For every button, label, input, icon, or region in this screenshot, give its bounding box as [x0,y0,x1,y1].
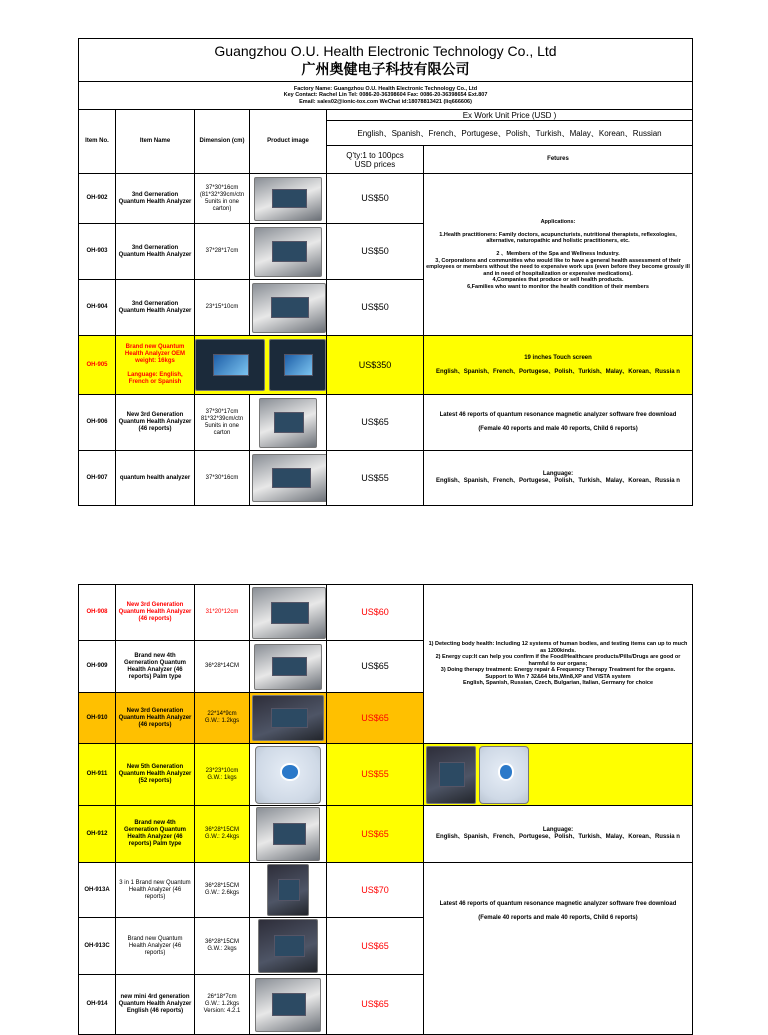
table-row [79,336,693,395]
item-no: OH-906 [79,395,116,451]
item-price: US$50 [327,174,424,224]
item-dimension: 37*30*16cm (81*32*39cm/ctn 5units in one carton) [195,174,250,224]
item-features: Language: English、Spanish、French、Portugese、Polish、Turkish、Malay、Korean、Russia n [424,806,693,863]
table-row [79,863,693,918]
item-price: US$65 [327,395,424,451]
col-item-no: Item No. [79,110,116,174]
item-no: OH-903 [79,224,116,280]
analyzer-pad-image [255,746,321,804]
item-name: 3nd Gerneration Quantum Health Analyzer [116,280,195,336]
item-features: Latest 46 reports of quantum resonance magnetic analyzer software free download (Female 40 reports and male 40 reports, Child 6 reports) [424,863,693,1035]
company-name-en: Guangzhou O.U. Health Electronic Technology Co., Ltd [214,42,557,59]
company-name-cn: 广州奥健电子科技有限公司 [301,60,470,77]
item-no: OH-908 [79,585,116,641]
qty-range: Q'ty:1 to 100pcs [346,150,404,160]
item-name: 3nd Gerneration Quantum Health Analyzer [116,224,195,280]
table-row [79,395,693,451]
item-no: OH-902 [79,174,116,224]
item-dimension: 36*28*15CM G.W.: 2.4kgs [195,806,250,863]
item-price: US$65 [327,918,424,975]
item-dimension: 37*28*17cm [195,224,250,280]
product-image [250,395,327,451]
item-dimension: 31*20*12cm [195,585,250,641]
item-dimension: 37*30*16cm [195,451,250,506]
table-row [79,451,693,506]
item-name: New 3rd Generation Quantum Health Analyzer (46 reports) [116,585,195,641]
product-image [250,693,327,744]
touch-screen-image [195,339,265,391]
product-image [250,451,327,506]
item-name: New 5th Generation Quantum Health Analyzer (52 reports) [116,744,195,806]
item-dimension: 23*23*10cm G.W.: 1kgs [195,744,250,806]
item-price: US$50 [327,280,424,336]
col-features: Fetures [424,146,693,174]
col-dimension: Dimension (cm) [195,110,250,174]
item-features: Latest 46 reports of quantum resonance magnetic analyzer software free download (Female 40 reports and male 40 reports, Child 6 reports) [424,395,693,451]
contact-info [79,82,693,110]
item-dimension: 23*15*10cm [195,280,250,336]
item-name: New 3rd Generation Quantum Health Analyzer (46 reports) [116,693,195,744]
product-image [250,806,327,863]
item-name: Brand new Quantum Health Analyzer (46 reports) [116,918,195,975]
analyzer-image [258,919,318,973]
product-image [250,918,327,975]
item-dimension: 36*28*15CM G.W.: 2.6kgs [195,863,250,918]
item-price: US$350 [327,336,424,395]
item-price: US$70 [327,863,424,918]
item-no: OH-913C [79,918,116,975]
item-features: 19 inches Touch screen English、Spanish、French、Portugese、Polish、Turkish、Malay、Korean、Russia n [424,336,693,395]
analyzer-case-image [252,454,327,502]
analyzer-image [267,864,309,916]
item-name: new mini 4rd generation Quantum Health Analyzer English (46 reports) [116,975,195,1035]
languages-header: English、Spanish、French、Portugese、Polish、Turkish、Malay、Korean、Russian [327,121,693,146]
col-product-image: Product image [250,110,327,174]
product-image [250,174,327,224]
product-image [250,744,327,806]
table-row [79,585,693,641]
col-exw-price: Ex Work Unit Price (USD ) [327,110,693,121]
product-image [250,280,327,336]
product-image [250,975,327,1035]
factory-name: Factory Name: Guangzhou O.U. Health Electronic Technology Co., Ltd [293,85,478,92]
item-dimension: 37*30*17cm 81*32*39cm/ctn 5units in one carton [195,395,250,451]
features-text: 1) Detecting body health: Including 12 systems of human bodies, and testing items can up to much as 1200kinds. 2) Energy cup:It can help you confirm if the Food/Healthcare products/Pills/Drugs are good or harmful to our organs; 3) Doing therapy treatment: Energy repair & Frequency Therapy Treatment for the organs. Support to Win 7 32&64 bits,Win8,XP and VISTA system English, Spanish, Russian, Czech, Bulgarian, Italian, Germany for choice [424,585,693,744]
price-table-2 [78,584,693,1035]
item-price: US$65 [327,693,424,744]
touch-screen-image [269,339,326,391]
product-image [195,336,327,395]
analyzer-pad-image [479,746,529,804]
qty-header [327,146,424,174]
item-name: Brand new 4th Gerneration Quantum Health Analyzer (46 reports) Palm type [116,806,195,863]
item-name: 3 in 1 Brand new Quantum Health Analyzer (46 reports) [116,863,195,918]
analyzer-case-image [252,587,326,639]
product-image [250,585,327,641]
item-no: OH-911 [79,744,116,806]
item-features: Language: English、Spanish、French、Portugese、Polish、Turkish、Malay、Korean、Russia n [424,451,693,506]
item-dimension: 22*14*9cm G.W.: 1.2kgs [195,693,250,744]
product-image [250,863,327,918]
key-contact: Key Contact: Rachel Lin Tel: 0086-20-36398604 Fax: 0086-20-36398654 Ext.807 [283,92,488,99]
item-price: US$65 [327,641,424,693]
item-price: US$55 [327,744,424,806]
item-name: 3nd Gerneration Quantum Health Analyzer [116,174,195,224]
email-line: Email: sales02@ionic-tox.com WeChat id:18078813421 (liq666606) [299,98,472,105]
item-no: OH-905 [79,336,116,395]
product-image [250,224,327,280]
item-dimension: 36*28*15CM G.W.: 2kgs [195,918,250,975]
table-row [79,174,693,224]
item-no: OH-907 [79,451,116,506]
item-name: Brand new Quantum Health Analyzer OEM weight: 16kgs Language: English, French or Spanish [116,336,195,395]
item-no: OH-910 [79,693,116,744]
product-photo-cell [424,744,693,806]
company-header [79,39,693,82]
analyzer-case-image [254,644,322,690]
analyzer-image [252,695,324,741]
item-no: OH-912 [79,806,116,863]
product-image [250,641,327,693]
item-price: US$65 [327,806,424,863]
table-row [79,806,693,863]
item-dimension: 26*18*7cm G.W.: 1.2kgs Version: 4.2.1 [195,975,250,1035]
col-item-name: Item Name [116,110,195,174]
item-price: US$55 [327,451,424,506]
item-price: US$60 [327,585,424,641]
item-no: OH-909 [79,641,116,693]
table-row [79,744,693,806]
item-price: US$50 [327,224,424,280]
item-name: quantum health analyzer [116,451,195,506]
price-table-1 [78,38,693,506]
item-no: OH-914 [79,975,116,1035]
item-name: Brand new 4th Gerneration Quantum Health Analyzer (46 reports) Palm type [116,641,195,693]
analyzer-case-image [254,177,322,221]
item-dimension: 36*28*14CM [195,641,250,693]
analyzer-case-image [252,283,326,333]
usd-prices: USD prices [354,159,396,169]
item-no: OH-913A [79,863,116,918]
applications-text: Applications: 1.Health practitioners: Family doctors, acupuncturists, nutritional therapists, reflexologies, alternative, naturopathic and holistic practitioners, etc. 2 、Members of the Spa and Wellness Industry. 3, Corporations and communities who would like to have a general health assessment of their employees or members without the need to expensive work ups (even before they become grossly ill and in need of hospitalization or expensive medications). 4,Companies that produce or sell health products. 6,Families who want to monitor the health condition of their members [424,174,693,336]
analyzer-case-image [254,227,322,277]
item-no: OH-904 [79,280,116,336]
item-name: New 3rd Generation Quantum Health Analyzer (46 reports) [116,395,195,451]
analyzer-case-image [259,398,317,448]
analyzer-kit-image [426,746,476,804]
item-price: US$65 [327,975,424,1035]
analyzer-case-image [256,807,320,861]
analyzer-case-image [255,978,321,1032]
